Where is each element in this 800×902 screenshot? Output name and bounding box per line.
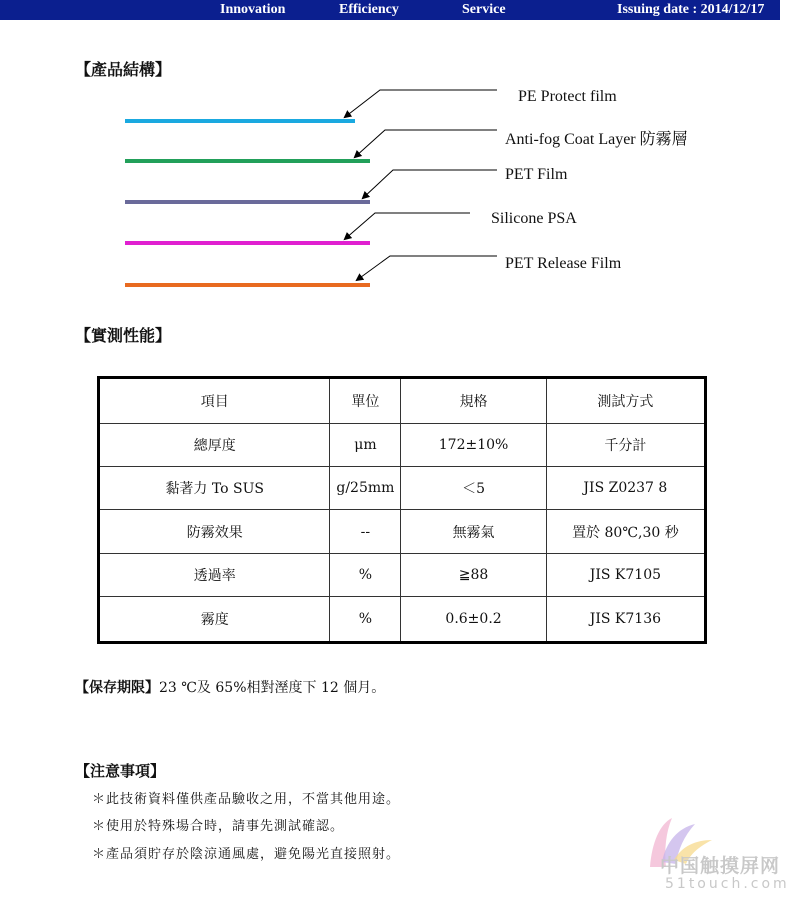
cell-method: JIS K7136 [546, 597, 705, 643]
cell-unit: μm [330, 423, 401, 466]
arrow-pet-release [357, 256, 497, 280]
cell-spec: ≧88 [401, 553, 546, 596]
shelf-life-label: 【保存期限】 [75, 680, 159, 696]
cell-unit: % [330, 597, 401, 643]
table-row [99, 467, 706, 510]
cell-spec: 無霧氣 [401, 510, 546, 553]
table-row [99, 510, 706, 553]
performance-table [97, 376, 707, 644]
structure-title: 【產品結構】 [75, 60, 172, 79]
arrow-anti-fog [355, 130, 497, 157]
cell-item: 防霧效果 [99, 510, 330, 553]
table-row [99, 423, 706, 466]
leader-lines [0, 0, 800, 320]
shelf-life [75, 677, 385, 697]
cell-spec: 0.6±0.2 [401, 597, 546, 643]
note-item: ＊使用於特殊場合時，請事先測試確認。 [92, 819, 345, 834]
nav-efficiency[interactable]: Efficiency [339, 2, 399, 17]
cell-item: 霧度 [99, 597, 330, 643]
label-pet-film: PET Film [505, 166, 568, 183]
nav-innovation[interactable]: Innovation [220, 2, 286, 17]
label-pet-release: PET Release Film [505, 255, 622, 272]
cell-unit: g/25mm [330, 467, 401, 510]
header-unit: 單位 [330, 378, 401, 424]
nav-service[interactable]: Service [462, 2, 506, 17]
watermark-name: 中国触摸屏网 [660, 855, 781, 877]
cell-method: JIS Z0237 8 [546, 467, 705, 510]
arrow-silicone-psa [345, 213, 470, 239]
header-item: 項目 [99, 378, 330, 424]
cell-method: 置於 80℃,30 秒 [546, 510, 705, 553]
cell-unit: % [330, 553, 401, 596]
note-item: ＊產品須貯存於陰涼通風處，避免陽光直接照射。 [92, 847, 401, 862]
shelf-life-text: 23 ℃及 65%相對溼度下 12 個月。 [159, 680, 386, 696]
cell-item: 透過率 [99, 553, 330, 596]
note-item: ＊此技術資料僅供產品驗收之用，不當其他用途。 [92, 792, 401, 807]
watermark-url: 51touch.com [665, 876, 790, 892]
header-spec: 規格 [401, 378, 546, 424]
notes-title: 【注意事項】 [75, 762, 166, 780]
cell-item: 總厚度 [99, 423, 330, 466]
header-method: 測試方式 [546, 378, 705, 424]
cell-spec: ＜5 [401, 467, 546, 510]
cell-spec: 172±10% [401, 423, 546, 466]
cell-unit: -- [330, 510, 401, 553]
cell-method: 千分計 [546, 423, 705, 466]
issuing-date: Issuing date : 2014/12/17 [617, 2, 765, 17]
table-header-row [99, 378, 706, 424]
table-row [99, 597, 706, 643]
arrow-pe-protect [345, 90, 497, 117]
cell-method: JIS K7105 [546, 553, 705, 596]
label-anti-fog: Anti-fog Coat Layer 防霧層 [505, 131, 688, 148]
label-pe-protect: PE Protect film [518, 88, 617, 105]
performance-title: 【實測性能】 [75, 326, 172, 345]
arrow-pet-film [363, 170, 497, 198]
label-silicone-psa: Silicone PSA [491, 210, 577, 227]
table-row [99, 553, 706, 596]
cell-item: 黏著力 To SUS [99, 467, 330, 510]
